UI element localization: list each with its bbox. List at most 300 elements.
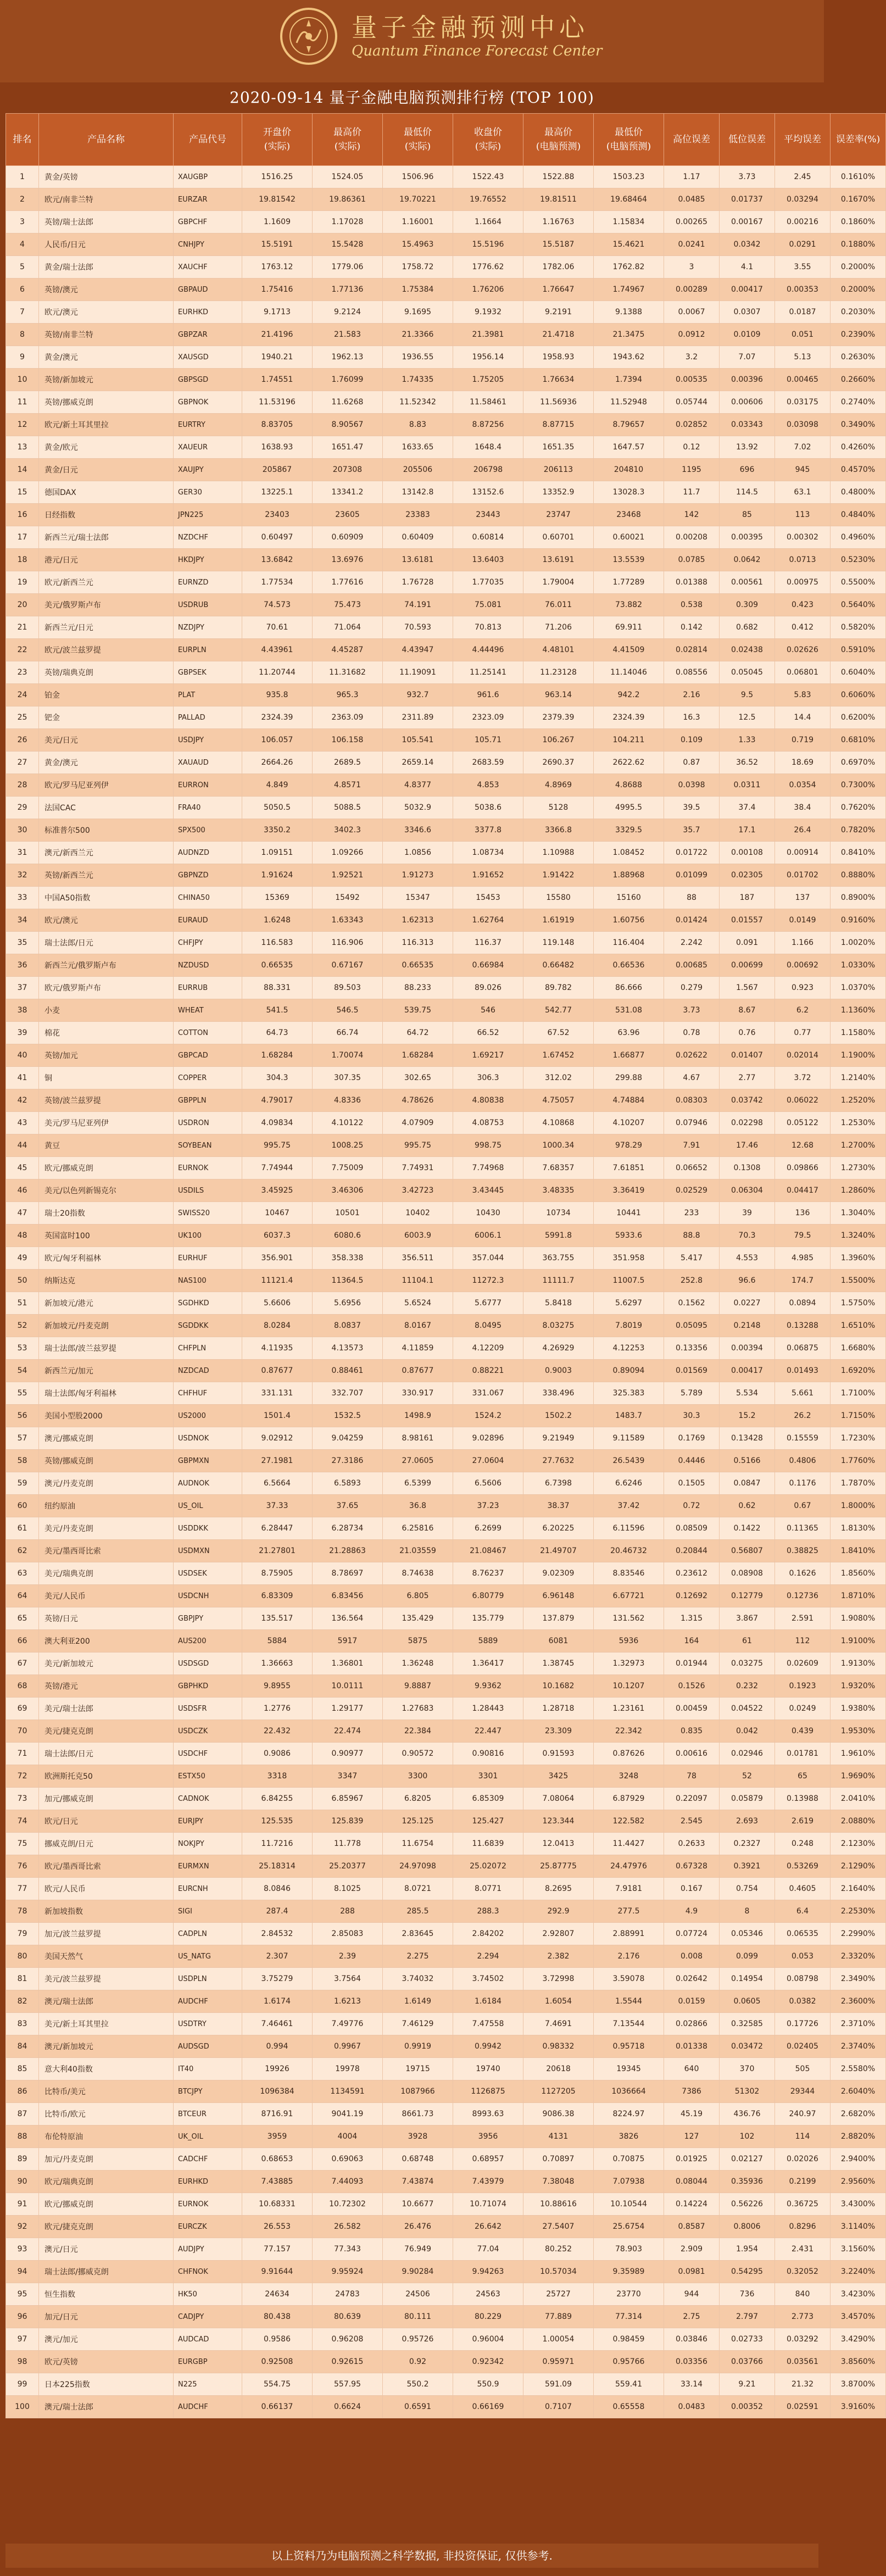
- table-cell: 356.901: [242, 1247, 313, 1270]
- table-cell: 1.36663: [242, 1653, 313, 1675]
- table-cell: 27.0605: [383, 1450, 453, 1472]
- table-cell: 棉花: [39, 1022, 174, 1044]
- table-cell: USDSEK: [174, 1562, 242, 1585]
- table-cell: 11.53196: [242, 391, 313, 414]
- table-cell: GBPHKD: [174, 1675, 242, 1698]
- table-cell: 116.906: [313, 932, 383, 954]
- table-cell: 38.37: [523, 1495, 594, 1517]
- table-cell: 67: [6, 1653, 39, 1675]
- table-cell: 70: [6, 1720, 39, 1743]
- table-cell: 4.26929: [523, 1337, 594, 1360]
- table-cell: 1.76647: [523, 279, 594, 301]
- table-cell: 5.6297: [594, 1292, 664, 1315]
- table-cell: 4.41509: [594, 639, 664, 661]
- table-cell: 5.417: [664, 1247, 720, 1270]
- table-cell: 9041.19: [313, 2103, 383, 2126]
- table-cell: 0.03766: [720, 2351, 775, 2373]
- table-cell: 0.95726: [383, 2328, 453, 2351]
- table-cell: 英镑/挪威克朗: [39, 1450, 174, 1472]
- table-cell: 0.2630%: [831, 346, 886, 369]
- table-cell: 0.15559: [775, 1427, 831, 1450]
- table-cell: 1.77616: [313, 571, 383, 594]
- table-cell: 6.7398: [523, 1472, 594, 1495]
- table-cell: 0.06875: [775, 1337, 831, 1360]
- table-cell: XAUGBP: [174, 166, 242, 188]
- table-cell: 10: [6, 369, 39, 391]
- table-cell: 欧元/俄罗斯卢布: [39, 977, 174, 999]
- table-cell: 2.591: [775, 1607, 831, 1630]
- table-cell: 1.6184: [453, 1990, 523, 2013]
- table-cell: 2311.89: [383, 706, 453, 729]
- table-cell: 1.2520%: [831, 1089, 886, 1112]
- table-cell: 24783: [313, 2283, 383, 2306]
- table-cell: 1633.65: [383, 436, 453, 459]
- table-cell: 15369: [242, 887, 313, 909]
- table-cell: 6.11596: [594, 1517, 664, 1540]
- table-cell: 1.0330%: [831, 954, 886, 977]
- table-cell: 欧元/南非兰特: [39, 188, 174, 211]
- table-cell: 89.503: [313, 977, 383, 999]
- table-cell: 欧元/瑞典克朗: [39, 2171, 174, 2193]
- table-cell: 10.10544: [594, 2193, 664, 2216]
- table-cell: 7.75009: [313, 1157, 383, 1179]
- table-cell: 38.4: [775, 797, 831, 819]
- table-cell: 7.46129: [383, 2013, 453, 2035]
- table-cell: 2.84202: [453, 1923, 523, 1945]
- table-cell: 7.07: [720, 346, 775, 369]
- table-cell: 542.77: [523, 999, 594, 1022]
- table-cell: 1.75416: [242, 279, 313, 301]
- table-cell: 23443: [453, 504, 523, 526]
- table-cell: 0.4570%: [831, 459, 886, 481]
- table-cell: 4.79017: [242, 1089, 313, 1112]
- table-cell: 71.064: [313, 616, 383, 639]
- table-row: [6, 1585, 886, 1607]
- table-cell: 0.96208: [313, 2328, 383, 2351]
- table-cell: 9: [6, 346, 39, 369]
- table-cell: 1.38745: [523, 1653, 594, 1675]
- table-cell: 8.78697: [313, 1562, 383, 1585]
- table-header-row: [6, 114, 886, 166]
- table-cell: 17: [6, 526, 39, 549]
- table-cell: 0.95766: [594, 2351, 664, 2373]
- table-cell: 0.0912: [664, 324, 720, 346]
- table-row: [6, 1720, 886, 1743]
- table-cell: 1.5750%: [831, 1292, 886, 1315]
- table-cell: 0.01099: [664, 864, 720, 887]
- table-cell: 24.47976: [594, 1855, 664, 1878]
- table-cell: 83: [6, 2013, 39, 2035]
- table-cell: 1.91652: [453, 864, 523, 887]
- table-cell: 0.754: [720, 1878, 775, 1900]
- table-cell: 9.94263: [453, 2261, 523, 2283]
- table-cell: 357.044: [453, 1247, 523, 1270]
- table-cell: 0.9942: [453, 2035, 523, 2058]
- table-cell: 2.6820%: [831, 2103, 886, 2126]
- table-cell: 0.091: [720, 932, 775, 954]
- table-cell: 0.03742: [720, 1089, 775, 1112]
- table-cell: 6.5893: [313, 1472, 383, 1495]
- table-cell: 2363.09: [313, 706, 383, 729]
- table-cell: 8.1025: [313, 1878, 383, 1900]
- table-cell: 1.7760%: [831, 1450, 886, 1472]
- table-cell: 0.0605: [720, 1990, 775, 2013]
- table-cell: 4.11859: [383, 1337, 453, 1360]
- table-cell: 0.60021: [594, 526, 664, 549]
- table-cell: 21.3981: [453, 324, 523, 346]
- table-cell: US_OIL: [174, 1495, 242, 1517]
- table-cell: 0.423: [775, 594, 831, 616]
- table-cell: BTCJPY: [174, 2080, 242, 2103]
- table-cell: 1.16763: [523, 211, 594, 233]
- table-cell: 0.01781: [775, 1743, 831, 1765]
- table-cell: 15347: [383, 887, 453, 909]
- table-cell: 20: [6, 594, 39, 616]
- table-cell: 3366.8: [523, 819, 594, 842]
- table-cell: 0.142: [664, 616, 720, 639]
- table-cell: 0.0307: [720, 301, 775, 324]
- table-cell: GBPSEK: [174, 661, 242, 684]
- table-cell: 6: [6, 279, 39, 301]
- table-cell: 0.053: [775, 1945, 831, 1968]
- table-cell: 74.191: [383, 594, 453, 616]
- table-cell: 53: [6, 1337, 39, 1360]
- table-cell: 8: [6, 324, 39, 346]
- table-cell: US2000: [174, 1405, 242, 1427]
- table-cell: 0.32585: [720, 2013, 775, 2035]
- table-cell: 1.36801: [313, 1653, 383, 1675]
- table-row: [6, 1855, 886, 1878]
- table-cell: 4.10207: [594, 1112, 664, 1134]
- table-cell: 142: [664, 504, 720, 526]
- table-row: [6, 2035, 886, 2058]
- table-cell: SIGI: [174, 1900, 242, 1923]
- table-cell: 3.75279: [242, 1968, 313, 1990]
- table-cell: 0.8296: [775, 2216, 831, 2238]
- table-cell: 77.04: [453, 2238, 523, 2261]
- table-row: [6, 842, 886, 864]
- table-cell: 29344: [775, 2080, 831, 2103]
- table-cell: 0.01388: [664, 571, 720, 594]
- table-cell: 1.62313: [383, 909, 453, 932]
- table-cell: 3.2240%: [831, 2261, 886, 2283]
- table-cell: 39.5: [664, 797, 720, 819]
- table-row: [6, 1112, 886, 1134]
- table-cell: 0.0642: [720, 549, 775, 571]
- table-cell: 9.1713: [242, 301, 313, 324]
- table-cell: 31: [6, 842, 39, 864]
- table-cell: 1638.93: [242, 436, 313, 459]
- table-cell: USDRUB: [174, 594, 242, 616]
- table-cell: 人民币/日元: [39, 233, 174, 256]
- table-cell: 新西兰元/俄罗斯卢布: [39, 954, 174, 977]
- table-row: [6, 1607, 886, 1630]
- table-cell: 995.75: [242, 1134, 313, 1157]
- table-cell: 0.8900%: [831, 887, 886, 909]
- table-cell: 546: [453, 999, 523, 1022]
- table-cell: 0.67: [775, 1495, 831, 1517]
- table-cell: 0.7107: [523, 2396, 594, 2418]
- table-cell: 0.12736: [775, 1585, 831, 1607]
- table-cell: EURHUF: [174, 1247, 242, 1270]
- table-cell: 新加坡元/丹麦克朗: [39, 1315, 174, 1337]
- table-row: [6, 2238, 886, 2261]
- table-cell: 0.60909: [313, 526, 383, 549]
- table-cell: 26.2: [775, 1405, 831, 1427]
- table-cell: 11007.5: [594, 1270, 664, 1292]
- table-cell: 13341.2: [313, 481, 383, 504]
- table-cell: 1.1360%: [831, 999, 886, 1022]
- table-cell: 0.1923: [775, 1675, 831, 1698]
- table-cell: 61: [720, 1630, 775, 1653]
- table-cell: 7.38048: [523, 2171, 594, 2193]
- table-cell: 12.5: [720, 706, 775, 729]
- table-cell: 0.78: [664, 1022, 720, 1044]
- table-cell: 欧元/捷克克朗: [39, 2216, 174, 2238]
- table-cell: 2.5580%: [831, 2058, 886, 2080]
- table-cell: 18: [6, 549, 39, 571]
- table-cell: 4004: [313, 2126, 383, 2148]
- table-cell: 0.0291: [775, 233, 831, 256]
- table-cell: 0.04522: [720, 1698, 775, 1720]
- table-cell: 233: [664, 1202, 720, 1225]
- table-cell: AUDCHF: [174, 1990, 242, 2013]
- table-row: [6, 1833, 886, 1855]
- table-cell: 125.427: [453, 1810, 523, 1833]
- table-cell: 2.3490%: [831, 1968, 886, 1990]
- table-cell: 1.77534: [242, 571, 313, 594]
- table-row: [6, 188, 886, 211]
- table-cell: 1.7394: [594, 369, 664, 391]
- table-cell: USDPLN: [174, 1968, 242, 1990]
- table-cell: 1.28443: [453, 1698, 523, 1720]
- table-cell: 3.74032: [383, 1968, 453, 1990]
- table-cell: 136: [775, 1202, 831, 1225]
- table-cell: 70.593: [383, 616, 453, 639]
- table-cell: 4.13573: [313, 1337, 383, 1360]
- table-cell: 23383: [383, 504, 453, 526]
- table-cell: 0.4806: [775, 1450, 831, 1472]
- table-cell: 70.61: [242, 616, 313, 639]
- table-cell: 1.8410%: [831, 1540, 886, 1562]
- table-cell: 6006.1: [453, 1225, 523, 1247]
- table-row: [6, 616, 886, 639]
- table-cell: 27.7632: [523, 1450, 594, 1472]
- table-cell: 铜: [39, 1067, 174, 1089]
- table-cell: 3.9160%: [831, 2396, 886, 2418]
- table-cell: 27: [6, 752, 39, 774]
- table-cell: 8.87256: [453, 414, 523, 436]
- table-cell: 10.1207: [594, 1675, 664, 1698]
- table-row: [6, 2171, 886, 2193]
- table-cell: 比特币/欧元: [39, 2103, 174, 2126]
- table-cell: CADCHF: [174, 2148, 242, 2171]
- table-cell: 0.01925: [664, 2148, 720, 2171]
- table-row: [6, 324, 886, 346]
- table-cell: 0.01944: [664, 1653, 720, 1675]
- table-cell: 2.3320%: [831, 1945, 886, 1968]
- table-cell: 5884: [242, 1630, 313, 1653]
- table-cell: 5088.5: [313, 797, 383, 819]
- table-row: [6, 1810, 886, 1833]
- table-cell: 新加坡指数: [39, 1900, 174, 1923]
- table-cell: 4.43961: [242, 639, 313, 661]
- table-row: [6, 1743, 886, 1765]
- table-cell: 91: [6, 2193, 39, 2216]
- table-cell: 0.08509: [664, 1517, 720, 1540]
- table-cell: 0.01702: [775, 864, 831, 887]
- table-cell: 8.74638: [383, 1562, 453, 1585]
- table-cell: SWISS20: [174, 1202, 242, 1225]
- table-cell: 331.067: [453, 1382, 523, 1405]
- table-cell: 1.91273: [383, 864, 453, 887]
- table-cell: USDTRY: [174, 2013, 242, 2035]
- table-cell: 8.0771: [453, 1878, 523, 1900]
- table-cell: 9.8955: [242, 1675, 313, 1698]
- table-cell: 0.13356: [664, 1337, 720, 1360]
- table-row: [6, 279, 886, 301]
- table-cell: 287.4: [242, 1900, 313, 1923]
- table-cell: 欧元/新土耳其里拉: [39, 414, 174, 436]
- table-cell: 13: [6, 436, 39, 459]
- table-cell: CADPLN: [174, 1923, 242, 1945]
- table-cell: 995.75: [383, 1134, 453, 1157]
- table-cell: 6.85967: [313, 1788, 383, 1810]
- table-cell: 澳元/日元: [39, 2238, 174, 2261]
- table-cell: 80.639: [313, 2306, 383, 2328]
- table-cell: 61: [6, 1517, 39, 1540]
- table-cell: GBPPLN: [174, 1089, 242, 1112]
- table-cell: EURRON: [174, 774, 242, 797]
- table-cell: 5.8418: [523, 1292, 594, 1315]
- table-cell: 1008.25: [313, 1134, 383, 1157]
- table-row: [6, 1360, 886, 1382]
- table-cell: 19715: [383, 2058, 453, 2080]
- table-cell: 96.6: [720, 1270, 775, 1292]
- table-cell: 82: [6, 1990, 39, 2013]
- column-header-label: 开盘价: [263, 127, 291, 138]
- table-cell: 1.3960%: [831, 1247, 886, 1270]
- table-cell: 1.88968: [594, 864, 664, 887]
- table-cell: 5.6777: [453, 1292, 523, 1315]
- table-cell: 52: [6, 1315, 39, 1337]
- table-cell: 5875: [383, 1630, 453, 1653]
- table-cell: 1.0020%: [831, 932, 886, 954]
- table-cell: 0.2030%: [831, 301, 886, 324]
- table-cell: 58: [6, 1450, 39, 1472]
- table-row: [6, 2193, 886, 2216]
- table-cell: 纳斯达克: [39, 1270, 174, 1292]
- table-cell: 11.4427: [594, 1833, 664, 1855]
- table-cell: 50: [6, 1270, 39, 1292]
- table-cell: 1.5544: [594, 1990, 664, 2013]
- table-cell: 1.1580%: [831, 1022, 886, 1044]
- table-cell: 8661.73: [383, 2103, 453, 2126]
- table-cell: 英镑/瑞士法郎: [39, 211, 174, 233]
- table-cell: 10441: [594, 1202, 664, 1225]
- table-cell: 0.0227: [720, 1292, 775, 1315]
- table-cell: 14.4: [775, 706, 831, 729]
- table-cell: 961.6: [453, 684, 523, 706]
- table-cell: 0.05045: [720, 661, 775, 684]
- table-cell: 1.1664: [453, 211, 523, 233]
- table-cell: 13.6191: [523, 549, 594, 571]
- table-cell: 9.02309: [523, 1562, 594, 1585]
- table-cell: 0.109: [664, 729, 720, 752]
- table-cell: XAUAUD: [174, 752, 242, 774]
- table-cell: 0.09866: [775, 1157, 831, 1179]
- table-cell: 1651.35: [523, 436, 594, 459]
- table-cell: 75.473: [313, 594, 383, 616]
- table-cell: 23747: [523, 504, 594, 526]
- table-cell: 11111.7: [523, 1270, 594, 1292]
- table-body: [6, 166, 886, 2418]
- table-cell: 8.0495: [453, 1315, 523, 1337]
- table-cell: 美元/以色列新锡克尔: [39, 1179, 174, 1202]
- table-cell: UK100: [174, 1225, 242, 1247]
- table-cell: 0.66536: [594, 954, 664, 977]
- column-header: [775, 114, 831, 166]
- table-cell: 2.0410%: [831, 1788, 886, 1810]
- table-row: [6, 166, 886, 188]
- table-cell: 88.8: [664, 1225, 720, 1247]
- table-cell: 840: [775, 2283, 831, 2306]
- table-cell: 285.5: [383, 1900, 453, 1923]
- table-cell: 3928: [383, 2126, 453, 2148]
- table-cell: 80: [6, 1945, 39, 1968]
- table-cell: 312.02: [523, 1067, 594, 1089]
- table-cell: 0.03175: [775, 391, 831, 414]
- table-cell: 2.6040%: [831, 2080, 886, 2103]
- table-cell: 23468: [594, 504, 664, 526]
- table-cell: 0.232: [720, 1675, 775, 1698]
- table-cell: 277.5: [594, 1900, 664, 1923]
- table-row: [6, 233, 886, 256]
- table-cell: 21.28863: [313, 1540, 383, 1562]
- table-row: [6, 1089, 886, 1112]
- table-cell: GBPJPY: [174, 1607, 242, 1630]
- table-cell: 英国富时100: [39, 1225, 174, 1247]
- table-cell: 0.14224: [664, 2193, 720, 2216]
- table-cell: 1.76634: [523, 369, 594, 391]
- table-row: [6, 819, 886, 842]
- table-cell: 挪威克朗/日元: [39, 1833, 174, 1855]
- table-cell: 1.6213: [313, 1990, 383, 2013]
- table-cell: 0.87626: [594, 1743, 664, 1765]
- table-cell: 23.309: [523, 1720, 594, 1743]
- table-cell: 2: [6, 188, 39, 211]
- table-cell: 0.95971: [523, 2351, 594, 2373]
- table-cell: 4.12253: [594, 1337, 664, 1360]
- table-cell: 80.438: [242, 2306, 313, 2328]
- table-cell: 美元/墨西哥比索: [39, 1540, 174, 1562]
- table-cell: 1.76099: [313, 369, 383, 391]
- table-cell: 0.92508: [242, 2351, 313, 2373]
- table-cell: 21.3475: [594, 324, 664, 346]
- table-cell: 6.5664: [242, 1472, 313, 1495]
- table-cell: 0.08798: [775, 1968, 831, 1990]
- table-cell: 2379.39: [523, 706, 594, 729]
- table-row: [6, 1179, 886, 1202]
- table-cell: 1962.13: [313, 346, 383, 369]
- table-cell: AUDJPY: [174, 2238, 242, 2261]
- table-cell: 2.3740%: [831, 2035, 886, 2058]
- table-row: [6, 1022, 886, 1044]
- table-cell: 9.90284: [383, 2261, 453, 2283]
- table-row: [6, 977, 886, 999]
- table-cell: 591.09: [523, 2373, 594, 2396]
- table-cell: 1.70074: [313, 1044, 383, 1067]
